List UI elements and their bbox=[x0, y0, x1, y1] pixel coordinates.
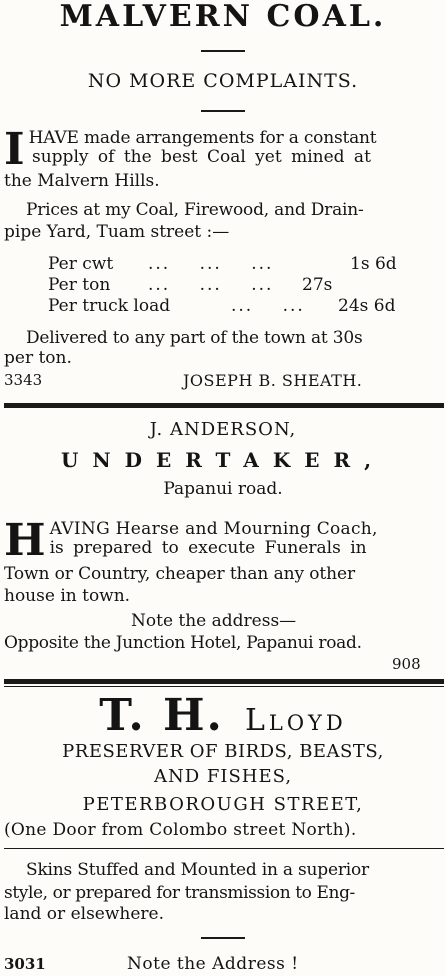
price-dots: ... ... ... bbox=[148, 254, 274, 274]
lloyd-line1: PRESERVER OF BIRDS, BEASTS, bbox=[62, 741, 384, 762]
anderson-note: Note the address— bbox=[131, 611, 297, 631]
anderson-name: J. ANDERSON, bbox=[149, 419, 297, 440]
lloyd-header bbox=[0, 690, 446, 747]
price-dots: ... ... ... bbox=[148, 275, 274, 295]
anderson-drop-cap: H bbox=[4, 515, 46, 566]
coal-subtitle: NO MORE COMPLAINTS. bbox=[87, 70, 359, 92]
anderson-trade: UNDERTAKER, bbox=[60, 448, 386, 472]
coal-signature: JOSEPH B. SHEATH. bbox=[183, 371, 363, 390]
price-value: 24s 6d bbox=[338, 296, 396, 316]
lloyd-ref-number: 3031 bbox=[4, 955, 46, 973]
price-value: 1s 6d bbox=[350, 254, 397, 274]
coal-para2-line2: pipe Yard, Tuam street :— bbox=[4, 222, 230, 242]
lloyd-closing-rule bbox=[201, 937, 245, 939]
price-dots: ... ... bbox=[231, 296, 305, 316]
lloyd-door: (One Door from Colombo street North). bbox=[4, 820, 357, 840]
coal-para3-line2: per ton. bbox=[4, 348, 72, 368]
price-item: Per cwt bbox=[48, 254, 114, 274]
anderson-address: Papanui road. bbox=[163, 479, 283, 499]
coal-para2-line1: Prices at my Coal, Firewood, and Drain- bbox=[26, 200, 364, 220]
coal-para1-line3: the Malvern Hills. bbox=[4, 171, 160, 191]
lloyd-note: Note the Address ! bbox=[127, 954, 299, 974]
coal-title: MALVERN COAL. bbox=[59, 0, 387, 34]
price-value: 27s bbox=[302, 275, 333, 295]
section-divider-thin bbox=[4, 686, 444, 687]
coal-drop-cap: I bbox=[4, 124, 25, 175]
anderson-line2: is prepared to execute Funerals in bbox=[49, 538, 367, 558]
section-divider bbox=[4, 403, 444, 408]
anderson-line1: AVING Hearse and Mourning Coach, bbox=[49, 519, 378, 539]
price-item: Per ton bbox=[48, 275, 111, 295]
coal-para1-line2: supply of the best Coal yet mined at bbox=[32, 147, 371, 167]
lloyd-para-line3: land or elsewhere. bbox=[4, 904, 165, 924]
coal-title-rule bbox=[201, 50, 245, 52]
lloyd-surname: Lloyd bbox=[244, 703, 347, 738]
anderson-location: Opposite the Junction Hotel, Papanui road. bbox=[4, 633, 362, 653]
anderson-ref-number: 908 bbox=[392, 655, 421, 673]
lloyd-para-line2: style, or prepared for transmission to Eng- bbox=[4, 883, 355, 903]
lloyd-street: PETERBOROUGH STREET, bbox=[82, 794, 364, 815]
anderson-para bbox=[4, 515, 444, 566]
anderson-line4: house in town. bbox=[4, 586, 131, 606]
lloyd-inner-rule bbox=[4, 848, 444, 849]
coal-para1 bbox=[4, 124, 444, 175]
section-divider bbox=[4, 679, 444, 684]
lloyd-initials: T. H. bbox=[99, 690, 224, 741]
coal-para3-line1: Delivered to any part of the town at 30s bbox=[26, 328, 363, 348]
lloyd-para-line1: Skins Stuffed and Mounted in a superior bbox=[26, 860, 369, 880]
coal-ref-number: 3343 bbox=[4, 371, 43, 389]
price-item: Per truck load bbox=[48, 296, 171, 316]
anderson-line3: Town or Country, cheaper than any other bbox=[4, 564, 355, 584]
coal-subtitle-rule bbox=[201, 110, 245, 112]
coal-para1-line1: HAVE made arrangements for a constant bbox=[28, 128, 377, 148]
lloyd-line2: AND FISHES, bbox=[153, 766, 293, 787]
